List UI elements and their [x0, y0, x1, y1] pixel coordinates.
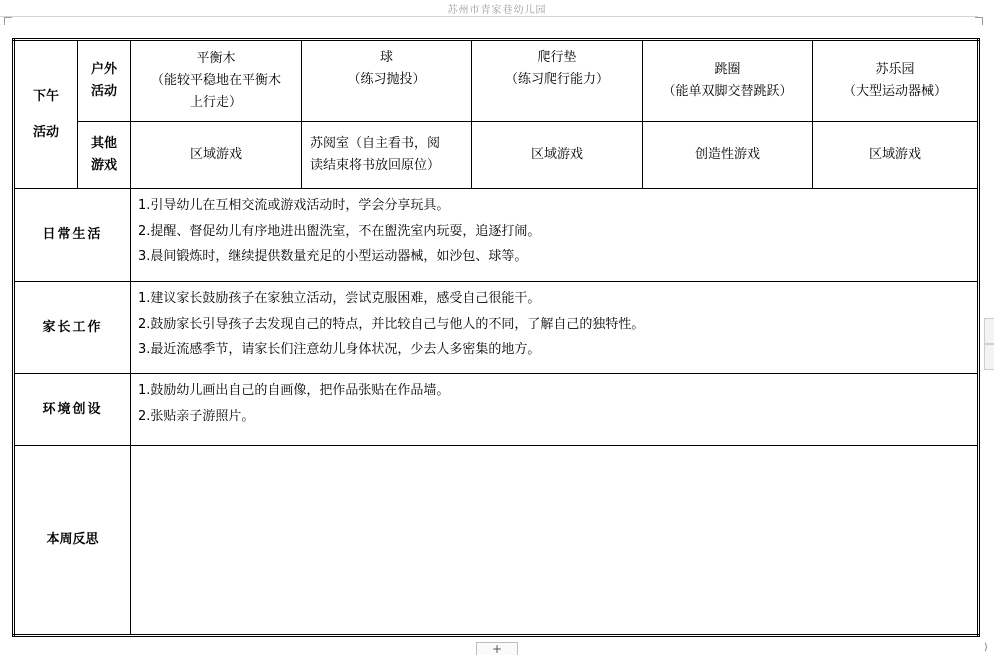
outdoor-cell-su-le-yuan [813, 40, 979, 122]
outdoor-desc: （大型运动器械） [842, 84, 947, 99]
outdoor-cell-balance-beam [131, 40, 302, 122]
scroll-right-icon[interactable]: ⟩ [984, 642, 988, 653]
parent-work-content [131, 282, 979, 374]
outdoor-cell-jump-ring [643, 40, 813, 122]
afternoon-outdoor-row [14, 40, 979, 122]
daily-life-item: 1.引导幼儿在互相交流或游戏活动时，学会分享玩具。 [138, 198, 450, 213]
other-cell [131, 122, 302, 189]
other-text: 区域游戏 [530, 147, 583, 162]
environment-label: 环境创设 [14, 374, 131, 446]
environment-item: 2.张贴亲子游照片。 [138, 408, 255, 424]
reflection-content[interactable] [131, 446, 979, 636]
outdoor-name: 平衡木 [196, 51, 236, 66]
outdoor-name: 苏乐园 [875, 62, 915, 77]
other-cell [813, 122, 979, 189]
environment-row [14, 374, 979, 446]
other-text: 苏阅室（自主看书，阅 [310, 136, 441, 151]
other-games-label [78, 122, 131, 189]
outdoor-cell-crawl-mat [472, 40, 643, 122]
reflection-label: 本周反思 [14, 446, 131, 636]
parent-work-item: 2.鼓励家长引导孩子去发现自己的特点，并比较自己与他人的不同，了解自己的独特性。 [138, 316, 645, 332]
page-corner-mark [975, 17, 983, 25]
daily-life-item: 2.提醒、督促幼儿有序地进出盥洗室，不在盥洗室内玩耍，追逐打闹。 [138, 223, 541, 239]
other-cell [472, 122, 643, 189]
daily-life-label: 日常生活 [14, 189, 131, 282]
outdoor-desc: （能单双脚交替跳跃） [662, 84, 793, 99]
add-tab-button[interactable]: + [476, 642, 518, 655]
right-scroll-handle[interactable] [984, 344, 994, 370]
parent-work-row [14, 282, 979, 374]
right-scroll-handle[interactable] [984, 318, 994, 344]
page-corner-mark [4, 17, 12, 25]
afternoon-label-line1: 下午 [32, 88, 59, 104]
daily-life-row [14, 189, 979, 282]
parent-work-label: 家长工作 [14, 282, 131, 374]
outdoor-label-line2: 活动 [90, 84, 117, 99]
afternoon-other-row [14, 122, 979, 189]
other-label-line1: 其他 [90, 136, 117, 151]
outdoor-name: 爬行垫 [537, 50, 577, 65]
outdoor-cell-ball [302, 40, 472, 122]
environment-item: 1.鼓励幼儿画出自己的自画像，把作品张贴在作品墙。 [138, 383, 450, 398]
afternoon-activity-label [14, 40, 78, 189]
other-label-line2: 游戏 [90, 158, 117, 173]
outdoor-desc: （练习爬行能力） [504, 72, 609, 87]
other-text: 区域游戏 [189, 147, 242, 162]
outdoor-desc: （能较平稳地在平衡木 [150, 73, 281, 88]
other-cell-reading-room [302, 122, 472, 189]
daily-life-item: 3.晨间锻炼时，继续提供数量充足的小型运动器械，如沙包、球等。 [138, 249, 528, 264]
outdoor-desc: 上行走） [189, 95, 242, 110]
header-rule [0, 16, 978, 17]
other-text: 创造性游戏 [694, 147, 760, 162]
other-text: 区域游戏 [868, 147, 921, 162]
reflection-row [14, 446, 979, 636]
other-text: 读结束将书放回原位） [310, 158, 441, 173]
parent-work-item: 3.最近流感季节，请家长们注意幼儿身体状况，少去人多密集的地方。 [138, 342, 541, 357]
afternoon-label-line2: 活动 [32, 124, 59, 140]
outdoor-activity-label [78, 40, 131, 122]
daily-life-content [131, 189, 979, 282]
weekly-plan-table [12, 38, 980, 637]
environment-content [131, 374, 979, 446]
outdoor-name: 跳圈 [714, 62, 741, 77]
document-header-title: 苏州市青家巷幼儿园 [447, 5, 547, 16]
outdoor-label-line1: 户外 [90, 62, 117, 77]
other-cell [643, 122, 813, 189]
parent-work-item: 1.建议家长鼓励孩子在家独立活动，尝试克服困难，感受自己很能干。 [138, 291, 541, 306]
outdoor-desc: （练习抛投） [347, 72, 426, 87]
outdoor-name: 球 [379, 50, 393, 65]
